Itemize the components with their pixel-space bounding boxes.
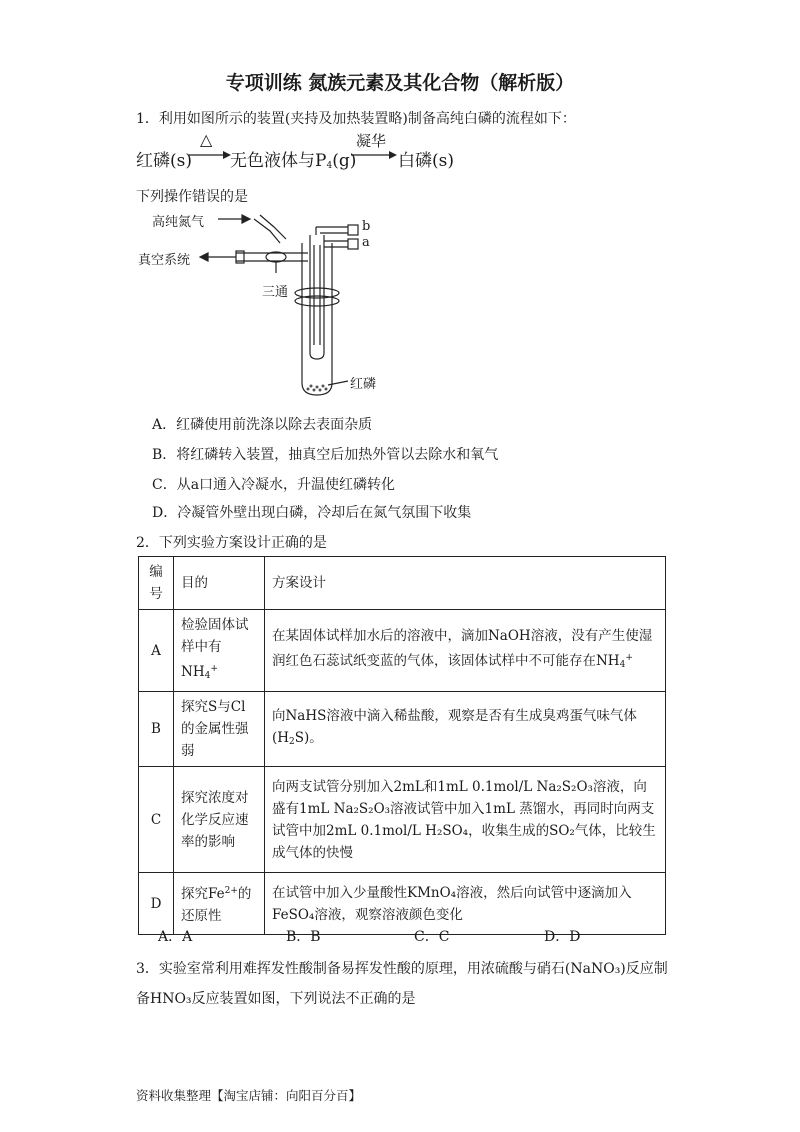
flow-start: 红磷(s)	[136, 151, 192, 171]
q2-stem: 2．下列实验方案设计正确的是	[136, 535, 327, 551]
row-purpose: 探究浓度对化学反应速率的影响	[174, 767, 265, 873]
q3-line2: 备HNO₃反应装置如图，下列说法不正确的是	[136, 991, 416, 1007]
nitrogen-label: 高纯氮气	[152, 215, 205, 230]
q2-option-a[interactable]: A．A	[158, 929, 193, 945]
deposition-condition: 凝华	[356, 132, 387, 150]
tee-label: 三通	[262, 285, 289, 300]
row-design: 向两支试管分别加入2mL和1mL 0.1mol/L Na₂S₂O₃溶液，向盛有1mL Na₂S₂O₃溶液试管中加入1mL 蒸馏水，再同时向两支试管中加2mL 0.1mol/L H₂SO₄，收集生成的SO₂气体，比较生成气体的快慢	[265, 767, 666, 873]
row-id: A	[139, 610, 174, 692]
port-b-label: b	[362, 219, 371, 234]
q2-option-c[interactable]: C．C	[414, 929, 450, 945]
table-row	[139, 692, 666, 767]
row-id: C	[139, 767, 174, 873]
q1-option-a[interactable]: A．红磷使用前洗涤以除去表面杂质	[152, 417, 373, 433]
header-purpose: 目的	[174, 557, 265, 610]
row-purpose: 探究$Fe^{2+}$的还原性	[174, 873, 265, 935]
row-design: 在某固体试样加水后的溶液中，滴加NaOH溶液，没有产生使湿润红色石蕊试纸变蓝的气体，该固体试样中不可能存在$NH_4^+$	[265, 610, 666, 692]
row-id: B	[139, 692, 174, 767]
q1-prompt: 下列操作错误的是	[136, 189, 248, 205]
table-row	[139, 610, 666, 692]
q3-line1: 3．实验室常利用难挥发性酸制备易挥发性酸的原理，用浓硫酸与硝石(NaNO₃)反应制	[136, 961, 668, 977]
page-title: 专项训练 氮族元素及其化合物（解析版）	[225, 72, 575, 94]
apparatus-drawing	[136, 205, 436, 405]
flow-mid: 无色液体与$P_4(g)$	[230, 151, 357, 171]
apparatus-diagram	[136, 205, 436, 405]
table-row	[139, 767, 666, 873]
vacuum-label: 真空系统	[138, 253, 191, 268]
footer-note: 资料收集整理【淘宝店铺：向阳百分百】	[136, 1088, 362, 1103]
table-header-row	[139, 557, 666, 610]
row-purpose: 检验固体试样中有$NH_4^+$	[174, 610, 265, 692]
q1-stem: 1．利用如图所示的装置(夹持及加热装置略)制备高纯白磷的流程如下：	[136, 111, 576, 127]
row-id: D	[139, 873, 174, 935]
flow-arrow-2	[350, 148, 398, 162]
q2-option-d[interactable]: D．D	[544, 929, 581, 945]
heat-condition: △	[200, 130, 213, 149]
row-design: 向NaHS溶液中滴入稀盐酸，观察是否有生成臭鸡蛋气味气体$(H_2S)$。	[265, 692, 666, 767]
flow-end: 白磷(s)	[398, 151, 454, 171]
flow-arrow-1	[188, 148, 232, 162]
row-purpose: 探究S与Cl的金属性强弱	[174, 692, 265, 767]
header-design: 方案设计	[265, 557, 666, 610]
q2-option-b[interactable]: B．B	[286, 929, 321, 945]
table-row	[139, 873, 666, 935]
plan-table	[138, 556, 666, 935]
q1-option-d[interactable]: D．冷凝管外壁出现白磷，冷却后在氮气氛围下收集	[152, 505, 472, 521]
q1-option-b[interactable]: B．将红磷转入装置，抽真空后加热外管以去除水和氧气	[152, 447, 499, 463]
q1-option-c[interactable]: C．从a口通入冷凝水，升温使红磷转化	[152, 477, 396, 493]
row-design: 在试管中加入少量酸性KMnO₄溶液，然后向试管中逐滴加入FeSO₄溶液，观察溶液颜色变化	[265, 873, 666, 935]
header-id: 编号	[139, 557, 174, 610]
phosphorus-label: 红磷	[350, 377, 377, 392]
port-a-label: a	[362, 235, 370, 250]
